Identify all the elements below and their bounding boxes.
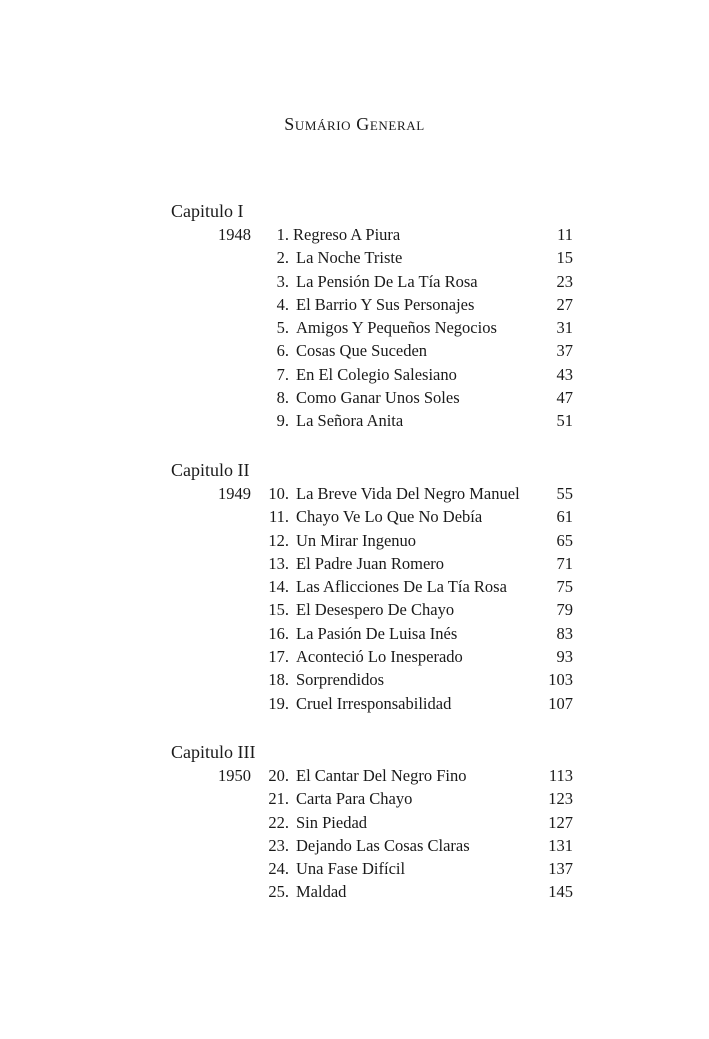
entry-page: 31: [556, 318, 573, 338]
entry-title: Cruel Irresponsabilidad: [296, 693, 452, 713]
entry-title: Un Mirar Ingenuo: [296, 530, 417, 550]
toc-entry[interactable]: [171, 316, 573, 339]
entry-title: Carta Para Chayo: [296, 789, 413, 809]
entry-title: El Padre Juan Romero: [296, 553, 445, 573]
entry-number: 21.: [268, 789, 289, 809]
entry-number: 20.: [268, 766, 289, 785]
toc-entry[interactable]: [171, 339, 573, 362]
toc-entry[interactable]: [171, 622, 573, 645]
entry-page: 15: [556, 248, 573, 268]
entry-number: 25.: [268, 882, 289, 902]
toc-entry[interactable]: [171, 223, 573, 246]
entry-number: 17.: [268, 647, 289, 667]
entry-page: 123: [548, 789, 573, 809]
entry-number: 5.: [276, 318, 289, 338]
entry-title: Chayo Ve Lo Que No Debía: [296, 507, 483, 527]
chapter-title: Capitulo II: [171, 460, 250, 480]
entry-page: 127: [548, 812, 573, 832]
entry-page: 113: [548, 766, 573, 785]
entry-title: Sin Piedad: [296, 812, 368, 832]
chapter-section: [171, 740, 573, 904]
chapter-title: Capitulo III: [171, 742, 256, 762]
entry-title: El Barrio Y Sus Personajes: [296, 294, 475, 314]
entry-page: 145: [548, 882, 573, 902]
entry-title: Las Aflicciones De La Tía Rosa: [296, 577, 507, 597]
entry-page: 27: [556, 294, 573, 314]
toc-entry[interactable]: [171, 764, 573, 787]
toc-entry[interactable]: [171, 645, 573, 668]
entry-page: 79: [556, 600, 573, 620]
chapter-year: 1950: [218, 766, 251, 785]
entry-page: 51: [556, 411, 573, 431]
entry-title: Regreso A Piura: [293, 225, 401, 244]
entry-title: Sorprendidos: [296, 670, 384, 690]
toc-entry[interactable]: [171, 575, 573, 598]
entry-page: 131: [548, 835, 573, 855]
entry-title: La Señora Anita: [296, 411, 404, 431]
entry-number: 15.: [268, 600, 289, 620]
entry-title: En El Colegio Salesiano: [296, 364, 457, 384]
chapter-title: Capitulo I: [171, 201, 244, 221]
toc-entry[interactable]: [171, 598, 573, 621]
toc-entry[interactable]: [171, 857, 573, 880]
page-title: Sumário General: [284, 114, 425, 134]
entry-number: 9.: [276, 411, 289, 431]
entry-number: 23.: [268, 835, 289, 855]
toc-entry[interactable]: [171, 552, 573, 575]
toc-entry[interactable]: [171, 409, 573, 432]
chapter-year: 1948: [218, 225, 251, 244]
entry-title: Una Fase Difícil: [296, 859, 406, 879]
entry-title: Como Ganar Unos Soles: [296, 388, 460, 408]
entry-title: El Cantar Del Negro Fino: [296, 766, 467, 785]
chapter-section: [171, 458, 573, 715]
entry-number: 11.: [268, 507, 289, 527]
entry-number: 22.: [268, 812, 289, 832]
entry-title: La Breve Vida Del Negro Manuel: [296, 484, 520, 503]
entry-title: Maldad: [296, 882, 347, 902]
entry-number: 6.: [276, 341, 289, 361]
toc-entry[interactable]: [171, 386, 573, 409]
entry-number: 7.: [276, 364, 289, 384]
entry-title: Dejando Las Cosas Claras: [296, 835, 470, 855]
entry-page: 55: [556, 484, 573, 503]
entry-number: 10.: [268, 484, 289, 503]
entry-number: 12.: [268, 530, 289, 550]
toc-entry[interactable]: [171, 811, 573, 834]
entry-title: La Pensión De La Tía Rosa: [296, 271, 478, 291]
entry-page: 83: [556, 623, 573, 643]
entry-number: 8.: [276, 388, 289, 408]
entry-page: 43: [556, 364, 573, 384]
entry-page: 61: [556, 507, 573, 527]
entry-number: 3.: [276, 271, 289, 291]
entry-page: 107: [548, 693, 573, 713]
toc-entry[interactable]: [171, 293, 573, 316]
entry-page: 71: [556, 553, 573, 573]
entry-title: El Desespero De Chayo: [296, 600, 455, 620]
toc-entry[interactable]: [171, 505, 573, 528]
entry-title: Aconteció Lo Inesperado: [296, 647, 463, 667]
toc-entry[interactable]: [171, 668, 573, 691]
toc-entry[interactable]: [171, 270, 573, 293]
entry-title: La Pasión De Luisa Inés: [296, 623, 458, 643]
toc-entry[interactable]: [171, 529, 573, 552]
entry-page: 23: [556, 271, 573, 291]
entry-page: 103: [548, 670, 573, 690]
entry-page: 47: [556, 388, 573, 408]
toc-entry[interactable]: [171, 482, 573, 505]
toc-entry[interactable]: [171, 246, 573, 269]
entry-title: Amigos Y Pequeños Negocios: [296, 318, 497, 338]
entry-page: 93: [556, 647, 573, 667]
entry-page: 65: [556, 530, 573, 550]
entry-number: 4.: [276, 294, 289, 314]
entry-number: 24.: [268, 859, 289, 879]
entry-number: 19.: [268, 693, 289, 713]
entry-title: Cosas Que Suceden: [296, 341, 428, 361]
toc-entry[interactable]: [171, 363, 573, 386]
toc-entry[interactable]: [171, 787, 573, 810]
chapter-year: 1949: [218, 484, 251, 503]
entry-page: 75: [556, 577, 573, 597]
entry-number: 1.: [276, 225, 289, 244]
entry-number: 14.: [268, 577, 289, 597]
entry-number: 2.: [276, 248, 289, 268]
entry-page: 137: [548, 859, 573, 879]
toc-entry[interactable]: [171, 692, 573, 715]
entry-page: 37: [556, 341, 573, 361]
entry-title: La Noche Triste: [296, 248, 403, 268]
entry-page: 11: [557, 225, 573, 244]
toc-entry[interactable]: [171, 880, 573, 903]
entry-number: 18.: [268, 670, 289, 690]
toc-entry[interactable]: [171, 834, 573, 857]
chapter-section: [171, 199, 573, 433]
entry-number: 13.: [268, 553, 289, 573]
entry-number: 16.: [268, 623, 289, 643]
